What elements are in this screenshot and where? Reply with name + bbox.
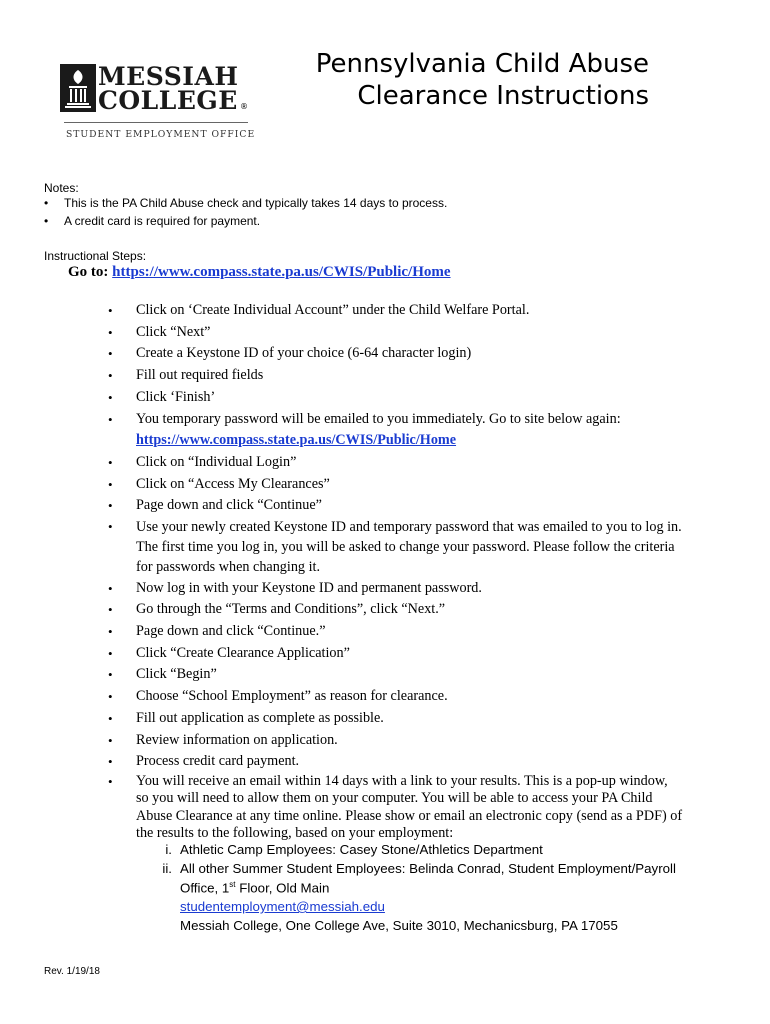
list-item: • Now log in with your Keystone ID and permanent password. — [108, 578, 728, 600]
office-superscript: st — [229, 880, 236, 889]
list-item: • Click ‘Finish’ — [108, 387, 728, 409]
note-text: This is the PA Child Abuse check and typically takes 14 days to process. — [64, 196, 448, 210]
list-item — [108, 773, 728, 843]
list-item — [108, 409, 728, 452]
step-text: for passwords when changing it. — [136, 559, 321, 576]
list-item: • Click “Begin” — [108, 664, 728, 686]
step-text: The first time you log in, you will be asked to change your password. Please follow the criteria — [136, 539, 675, 556]
note-item — [44, 196, 447, 210]
title-line-1: Pennsylvania Child Abuse — [315, 49, 649, 79]
bullet: • — [44, 214, 49, 228]
note-text: A credit card is required for payment. — [64, 214, 261, 228]
logo-text-college: COLLEGE — [98, 86, 238, 115]
title-line-2: Clearance Instructions — [357, 81, 649, 111]
step-text: • Use your newly created Keystone ID and temporary password that was emailed to you to log in. — [136, 519, 682, 536]
notes-heading: Notes: — [44, 181, 79, 195]
instructional-steps-heading: Instructional Steps: — [44, 249, 147, 263]
goto-label: Go to: — [68, 264, 109, 280]
list-item: • Fill out application as complete as possible. — [108, 708, 728, 730]
email-link[interactable]: studentemployment@messiah.edu — [180, 899, 385, 914]
list-item — [108, 517, 728, 578]
list-item: • Click on “Individual Login” — [108, 452, 728, 474]
step-text: • You temporary password will be emailed to you immediately. Go to site below again: — [136, 410, 621, 427]
address-text: Messiah College, One College Ave, Suite 3010, Mechanicsburg, PA 17055 — [180, 918, 618, 933]
compass-link[interactable]: https://www.compass.state.pa.us/CWIS/Public/Home — [112, 264, 451, 280]
steps-list — [108, 300, 728, 843]
goto-line — [68, 264, 451, 281]
logo-divider — [64, 122, 248, 123]
revision-date: Rev. 1/19/18 — [44, 966, 100, 977]
messiah-college-logo — [58, 60, 256, 146]
step-text: Abuse Clearance at any time online. Please show or email an electronic copy (send as a PDF) of — [136, 807, 683, 824]
page-title — [316, 48, 649, 112]
office-suffix: Floor, Old Main — [235, 880, 330, 896]
list-item: • Process credit card payment. — [108, 751, 728, 773]
sublist-number: i. — [165, 842, 172, 857]
logo-subtitle: STUDENT EMPLOYMENT OFFICE — [66, 129, 256, 140]
note-item — [44, 214, 260, 228]
logo-emblem-icon — [60, 64, 96, 112]
list-item: • Create a Keystone ID of your choice (6-64 character login) — [108, 343, 728, 365]
sublist-number: ii. — [162, 861, 172, 876]
sublist-text: All other Summer Student Employees: Belinda Conrad, Student Employment/Payroll — [180, 861, 676, 876]
list-item: • Page down and click “Continue” — [108, 495, 728, 517]
list-item: • Fill out required fields — [108, 365, 728, 387]
list-item: • Choose “School Employment” as reason for clearance. — [108, 686, 728, 708]
compass-link-2[interactable]: https://www.compass.state.pa.us/CWIS/Public/Home — [136, 432, 457, 449]
list-item: • Click on “Access My Clearances” — [108, 474, 728, 496]
step-text: so you will need to allow them on your computer. You will be able to access your PA Child — [136, 790, 653, 807]
bullet: • — [44, 196, 49, 210]
office-prefix: Office, 1 — [180, 880, 230, 896]
step-text: • You will receive an email within 14 days with a link to your results. This is a pop-up window, — [136, 772, 668, 789]
list-item: • Page down and click “Continue.” — [108, 621, 728, 643]
list-item: • Click “Next” — [108, 322, 728, 344]
step-text: the results to the following, based on your employment: — [136, 825, 454, 842]
list-item: • Review information on application. — [108, 730, 728, 752]
list-item: • Go through the “Terms and Conditions”, click “Next.” — [108, 599, 728, 621]
logo-registered-mark: ® — [240, 102, 248, 111]
list-item: • Click “Create Clearance Application” — [108, 643, 728, 665]
list-item: • Click on ‘Create Individual Account” under the Child Welfare Portal. — [108, 300, 728, 322]
sublist-text: Athletic Camp Employees: Casey Stone/Athletics Department — [180, 842, 543, 857]
logo-text-messiah: MESSIAH — [98, 62, 239, 91]
